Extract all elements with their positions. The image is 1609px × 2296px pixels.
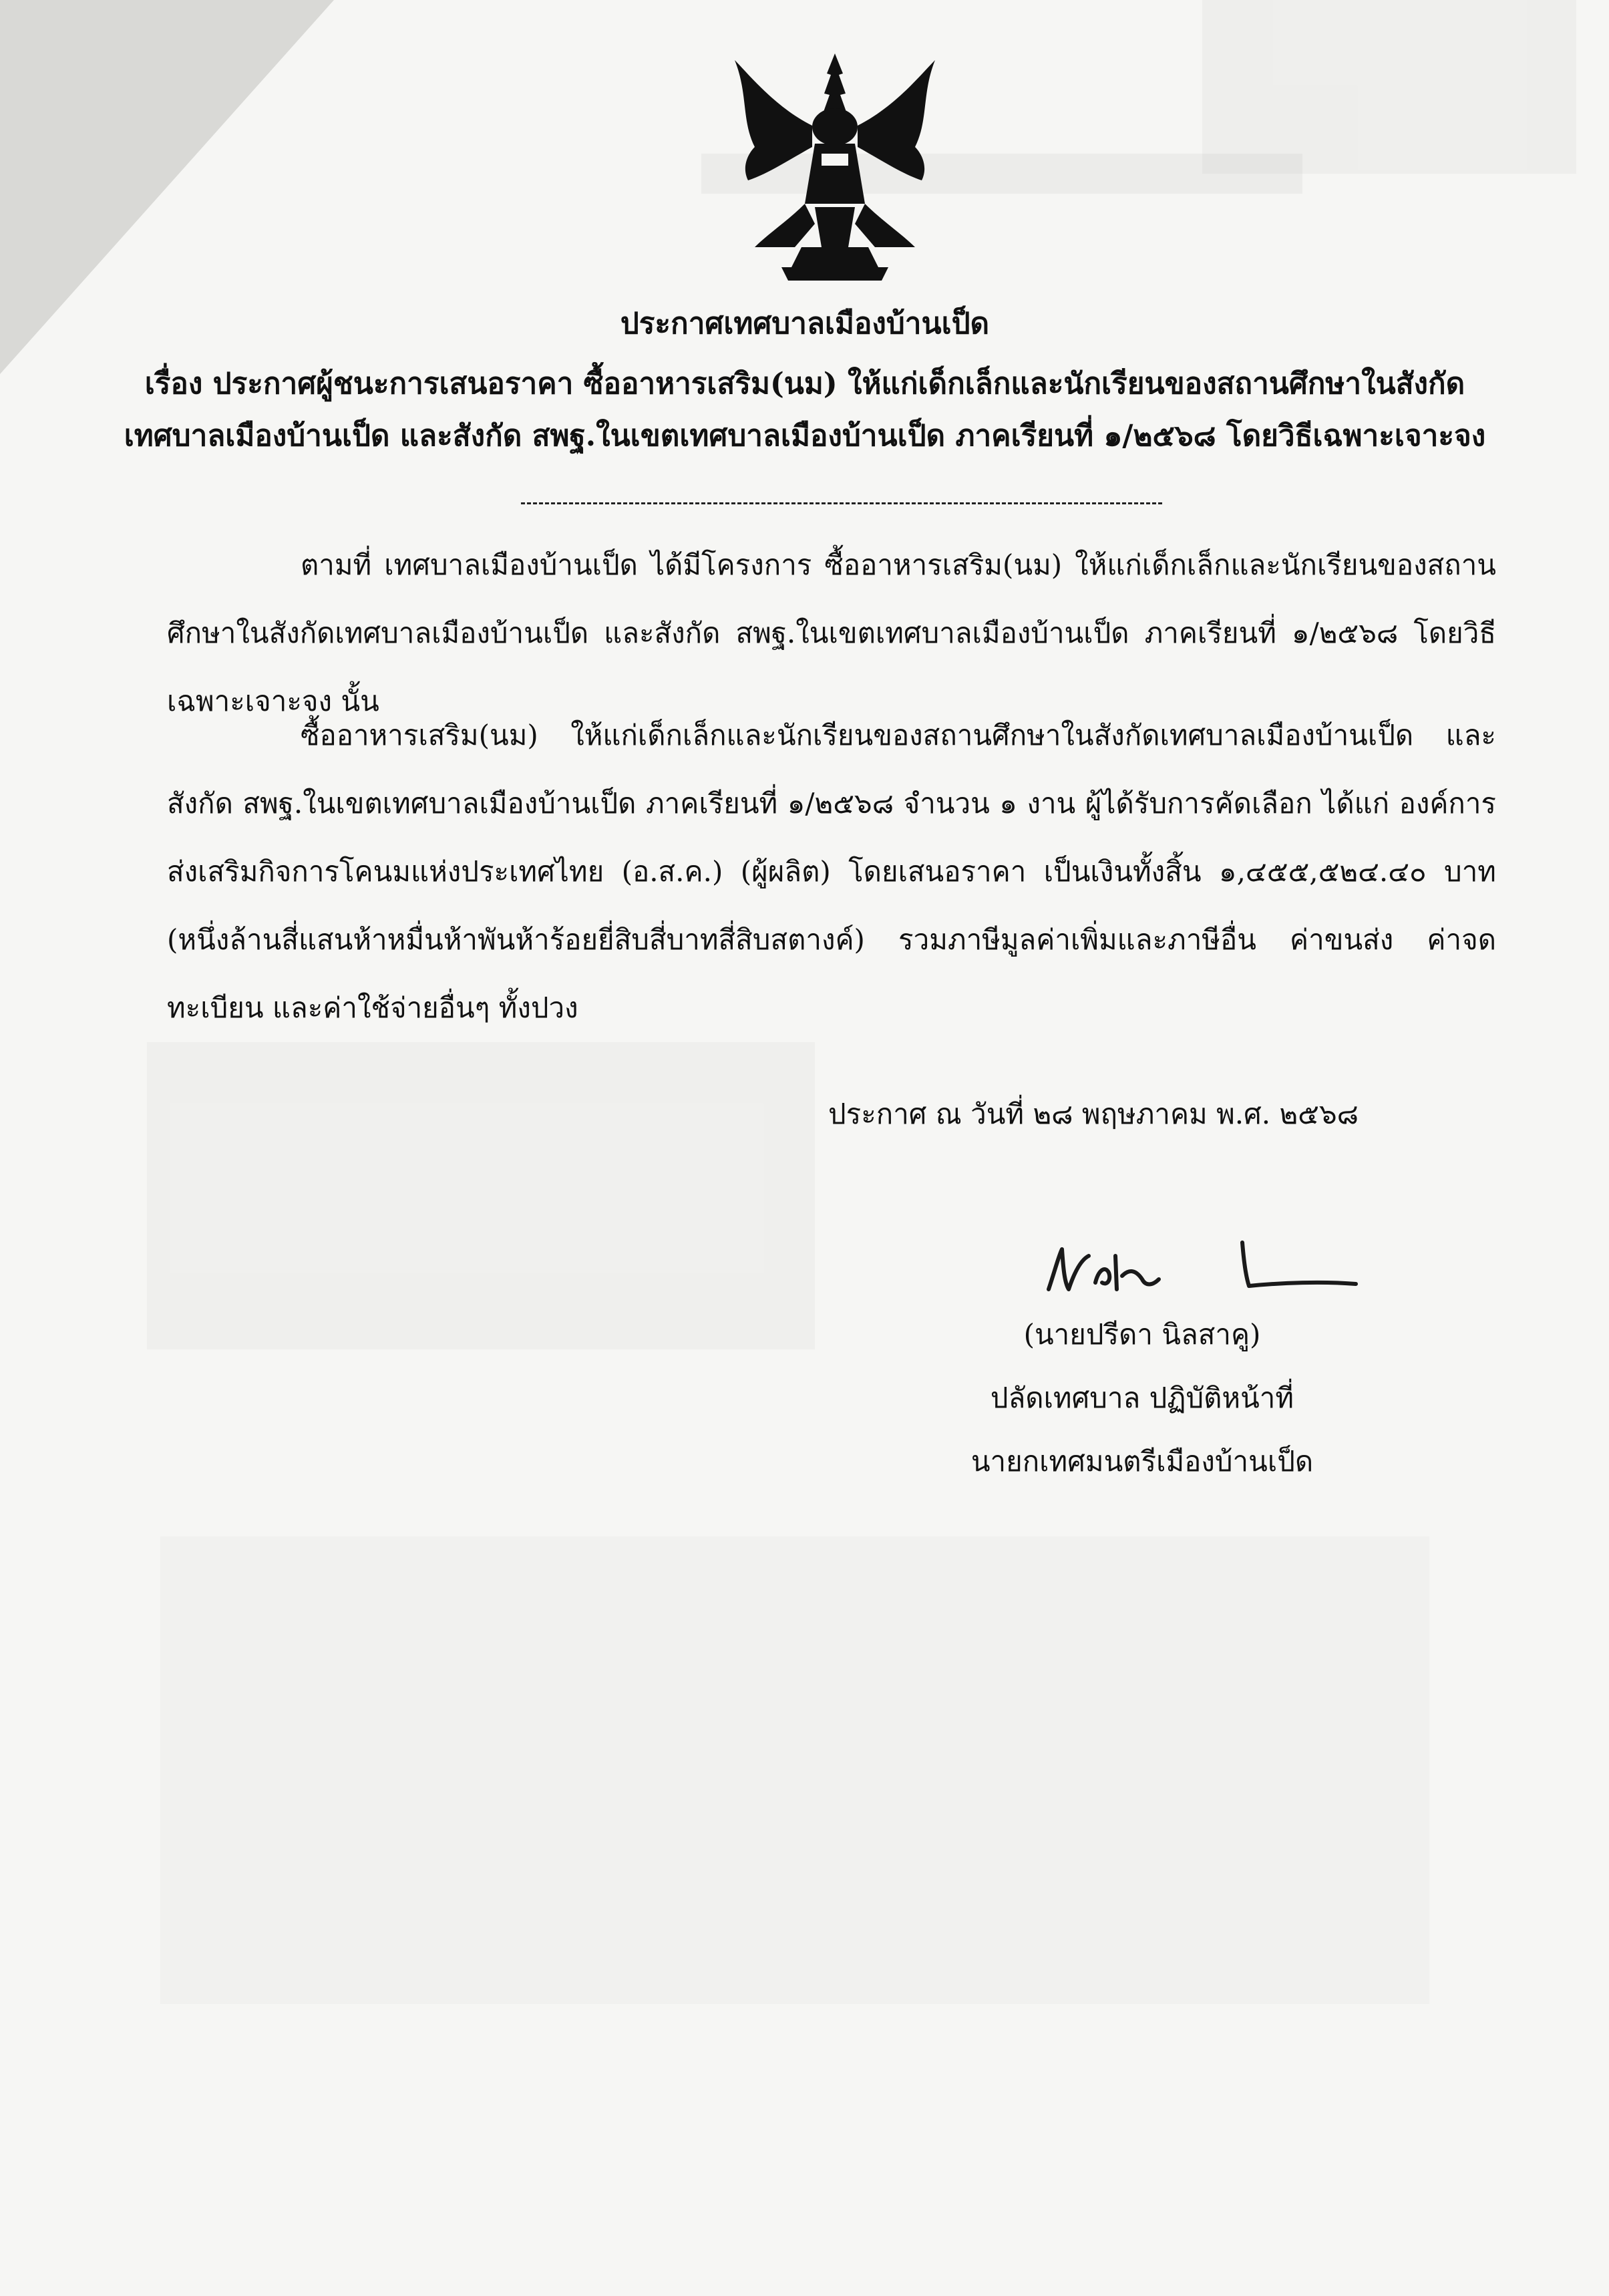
subject-line-2: เทศบาลเมืองบ้านเป็ด และสังกัด สพฐ.ในเขตเทศบาลเมืองบ้านเป็ด ภาคเรียนที่ ๑/๒๕๖๘ โดยวิธีเฉพาะเจาะจง [124, 419, 1486, 453]
bleed-through-block-lower [160, 1536, 1429, 2004]
bleed-through-block-left [147, 1042, 815, 1349]
signatory-position-1: ปลัดเทศบาล ปฏิบัติหน้าที่ [990, 1381, 1294, 1414]
body-paragraph-1: ตามที่ เทศบาลเมืองบ้านเป็ด ได้มีโครงการ ซื้ออาหารเสริม(นม) ให้แก่เด็กเล็กและนักเรียนของสถานศึกษาในสังกัดเทศบาลเมืองบ้านเป็ด และสังกัด สพฐ.ในเขตเทศบาลเมืองบ้านเป็ด ภาคเรียนที่ ๑/๒๕๖๘ โดยวิธีเฉพาะเจาะจง นั้น [167, 548, 1496, 717]
subject-line-1: เรื่อง ประกาศผู้ชนะการเสนอราคา ซื้ออาหารเสริม(นม) ให้แก่เด็กเล็กและนักเรียนของสถานศึกษาในสังกัด [144, 367, 1465, 401]
announcement-title: ประกาศเทศบาลเมืองบ้านเป็ด [620, 307, 990, 341]
dashed-divider [521, 502, 1162, 504]
garuda-emblem-icon [721, 47, 948, 287]
signatory-position-2: นายกเทศมนตรีเมืองบ้านเป็ด [970, 1445, 1314, 1478]
handwritten-signature [1042, 1229, 1363, 1303]
signatory-name: (นายปรีดา นิลสาคู) [1023, 1318, 1261, 1351]
bleed-through-block-right [1202, 0, 1576, 174]
body-paragraph-2: ซื้ออาหารเสริม(นม) ให้แก่เด็กเล็กและนักเรียนของสถานศึกษาในสังกัดเทศบาลเมืองบ้านเป็ด และสังกัด สพฐ.ในเขตเทศบาลเมืองบ้านเป็ด ภาคเรียนที่ ๑/๒๕๖๘ จำนวน ๑ งาน ผู้ได้รับการคัดเลือก ได้แก่ องค์การส่งเสริมกิจการโคนมแห่งประเทศไทย (อ.ส.ค.) (ผู้ผลิต) โดยเสนอราคา เป็นเงินทั้งสิ้น ๑,๔๕๕,๕๒๔.๔๐ บาท (หนึ่งล้านสี่แสนห้าหมื่นห้าพันห้าร้อยยี่สิบสี่บาทสี่สิบสตางค์) รวมภาษีมูลค่าเพิ่มและภาษีอื่น ค่าขนส่ง ค่าจดทะเบียน และค่าใช้จ่ายอื่นๆ ทั้งปวง [167, 719, 1496, 1024]
announcement-date: ประกาศ ณ วันที่ ๒๘ พฤษภาคม พ.ศ. ๒๕๖๘ [828, 1098, 1359, 1130]
